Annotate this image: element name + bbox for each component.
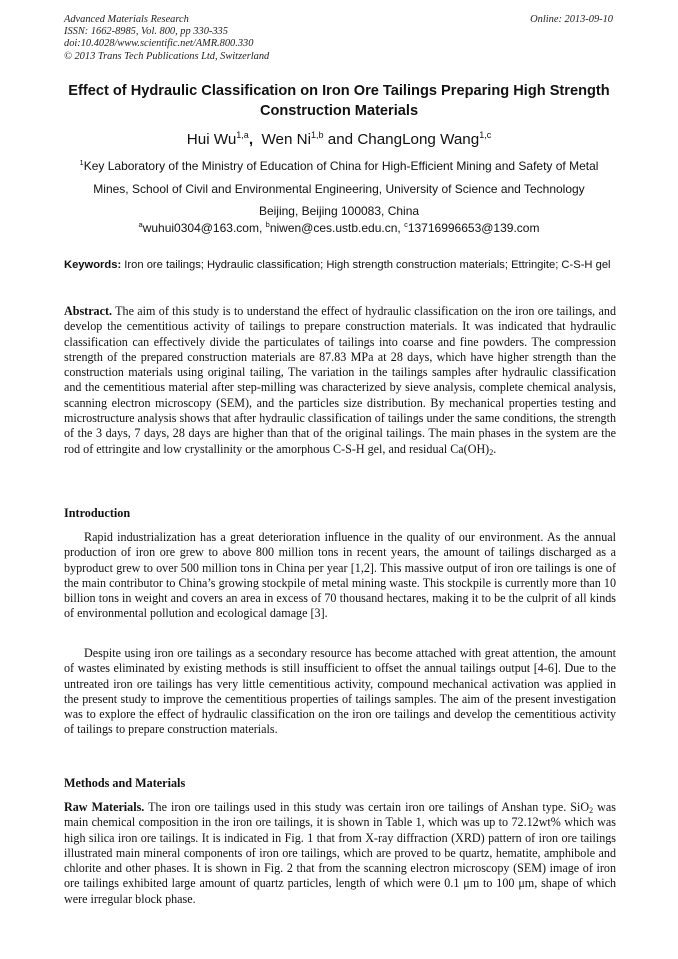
author-email[interactable]: niwen@ces.ustb.edu.cn, — [269, 221, 405, 235]
journal-issn: ISSN: 1662-8985, Vol. 800, pp 330-335 — [64, 26, 228, 38]
section-heading-introduction: Introduction — [64, 506, 131, 520]
affiliation-line — [60, 155, 618, 178]
author-emails — [64, 220, 614, 236]
author-email[interactable]: wuhui0304@163.com, — [142, 221, 266, 235]
email-mark: c — [404, 220, 408, 229]
paper-title: Effect of Hydraulic Classification on Iron Ore Tailings Preparing High Strength Construction Materials — [68, 83, 610, 119]
affiliation-line: Mines, School of Civil and Environmental Engineering, University of Science and Technology — [93, 181, 585, 196]
journal-doi: doi:10.4028/www.scientific.net/AMR.800.330 — [64, 38, 254, 50]
affiliation — [60, 155, 618, 223]
abstract-end: . — [493, 441, 497, 456]
abstract-label: Abstract. — [64, 304, 113, 318]
introduction-paragraph: Despite using iron ore tailings as a secondary resource has become attached with great attention, the amount of wastes eliminated by existing methods is still insufficient to offset the annual tailings output [4-6]. Due to the untreated iron ore tailings has very little cementitious activity, compound mechanical activation was applied in the present study to improve the cementitious properties of tailings samples. The aim of the present investigation was to explore the effect of hydraulic classification on the iron ore tailings and develop the cementitious activity of tailings to prepare construction materials. — [64, 646, 616, 737]
author-name: Hui Wu — [186, 131, 237, 148]
raw-materials-text: was main chemical composition in the iron ore tailings, it is shown in Table 1, which was up to 72.12wt% which was high silica iron ore tailings. It is indicated in Fig. 1 that from X-ray diffraction (XRD) pattern of iron ore tailings illustrated main mineral components of iron ore tailings, which are proved to be quartz, hematite, amphibole and chlorite and other phases. It is shown in Fig. 2 that from the scanning electron microscopy (SEM) image of iron ore tailings exhibited large amount of quartz particles, length of which were 0.1 μm to 100 μm, shape of which were irregular block phase. — [64, 800, 616, 906]
author-list: Hui Wu$^{1,a}$, Wen Ni$^{1,b}$ and ChangLong Wang$^{1,c}$ — [186, 130, 492, 148]
raw-materials-label: Raw Materials. — [64, 800, 145, 814]
author-name: ChangLong Wang — [357, 131, 480, 148]
journal-name: Advanced Materials Research — [64, 14, 189, 25]
online-date: Online: 2013-09-10 — [530, 14, 613, 25]
affiliation-line: Beijing, Beijing 100083, China — [258, 204, 420, 218]
author-affiliation-mark: 1,c — [479, 130, 492, 140]
keywords-text: Iron ore tailings; Hydraulic classification; High strength construction materials; Ettringite; C-S-H gel — [121, 259, 611, 271]
author-affiliation-mark: 1,b — [311, 130, 324, 140]
journal-copyright: © 2013 Trans Tech Publications Ltd, Switzerland — [64, 50, 270, 62]
author-name: Wen Ni — [261, 131, 312, 148]
section-heading-methods: Methods and Materials — [64, 776, 186, 790]
keywords-label: Keywords: — [64, 259, 122, 271]
journal-header — [64, 14, 269, 63]
abstract-text: The aim of this study is to understand the effect of hydraulic classification on the iron ore tailings, and develop the cementitious activity of tailings to prepare construction materials. It was indicated that hydraulic classification can effectively divide the particulates of tailings into coarse and fine powders. The compression strength of the prepared construction materials are 87.83 MPa at 28 days, which have higher strength than the construction materials using original tailing, The variation in the tailings samples after hydraulic classification and the cementitious material after step-milling was characterized by sieve analysis, complete chemical analysis, scanning electron microscopy (SEM), and the particles size distribution. By mechanical properties testing and microstructure analysis shows that after hydraulic classification of tailings under the same conditions, the strength of the 3 days, 7 days, 28 days are higher than that of the original tailings. The main phases in the system are the rod of ettringite and low crystallinity or the amorphous C-S-H gel, and residual Ca(OH) — [64, 304, 616, 456]
raw-materials-text: The iron ore tailings used in this study was certain iron ore tailings of Anshan type. SiO — [144, 800, 590, 814]
keywords — [64, 258, 616, 273]
introduction-paragraph: Rapid industrialization has a great deterioration influence in the quality of our environment. As the annual production of iron ore grew to above 800 million tons in recent years, the amount of tailings discharged as a byproduct grew to over 500 million tons in China per year [1,2]. This massive output of iron ore tailings is one of the main contributor to China’s growing stockpile of metal mining waste. This stockpile is currently more than 10 billion tons in weight and covers an area in excess of 70 thousand hectares, making it to be the culprit of all kinds of environmental pollution and ecological damage [3]. — [64, 530, 616, 621]
affiliation-text: Key Laboratory of the Ministry of Education of China for High-Efficient Mining and Safety of Metal — [83, 159, 599, 173]
email-mark: a — [138, 220, 143, 229]
affiliation-mark: 1 — [79, 158, 84, 167]
author-affiliation-mark: 1,a — [236, 130, 249, 140]
subscript: 2 — [489, 447, 494, 457]
author-conjunction: and — [323, 131, 358, 148]
email-mark: b — [265, 220, 270, 229]
abstract — [64, 304, 616, 457]
subscript: 2 — [589, 806, 594, 815]
raw-materials-paragraph — [64, 800, 616, 907]
author-email[interactable]: 13716996653@139.com — [407, 221, 540, 235]
